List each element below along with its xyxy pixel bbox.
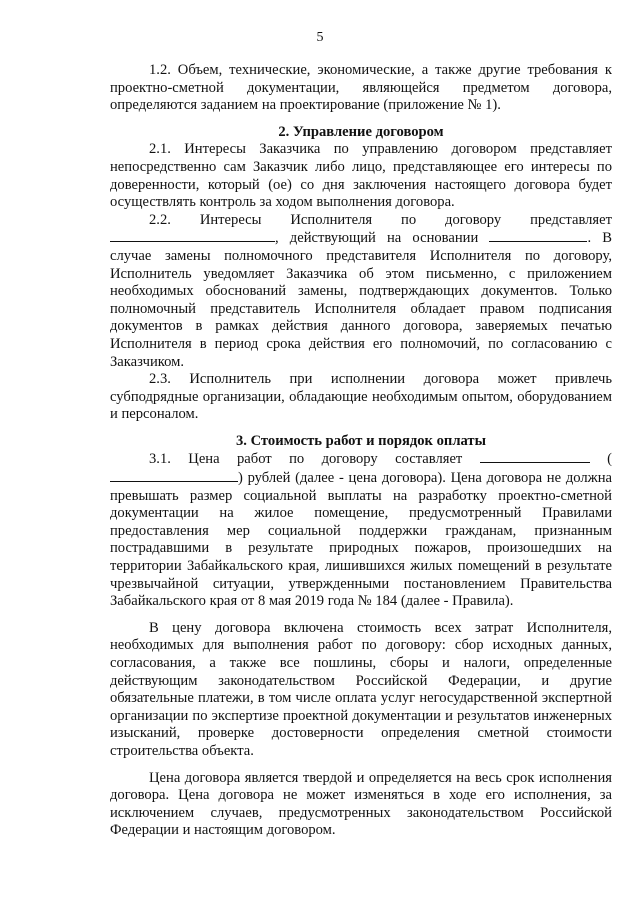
paragraph-2-2-part-b: , действующий на основании xyxy=(275,230,479,247)
document-body xyxy=(110,62,612,840)
representative-blank xyxy=(110,229,275,242)
paragraph-2-3: 2.3. Исполнитель при исполнении договора может привлечь субподрядные организации, обладающие необходимым опытом, оборудованием и персоналом. xyxy=(110,371,612,423)
paragraph-2-2-part-a: 2.2. Интересы Исполнителя по договору представляет xyxy=(149,211,612,228)
paragraph-fixed-price: Цена договора является твердой и определяется на весь срок исполнения договора. Цена договора не может изменяться в ходе его исполнения, за исключением случаев, предусмотренных законодательством Российской Федерации и настоящим договором. xyxy=(110,769,612,839)
paragraph-2-2 xyxy=(110,212,612,371)
paragraph-2-1: 2.1. Интересы Заказчика по управлению договором представляет непосредственно сам Заказчик либо лицо, представляющее его интересы по доверенности, который (ое) со дня заключения настоящего договора будет осуществлять контроль за ходом выполнения договора. xyxy=(110,141,612,211)
paragraph-3-1-part-b: ( xyxy=(607,451,612,468)
price-in-words-blank xyxy=(110,469,238,482)
paragraph-1-2: 1.2. Объем, технические, экономические, а также другие требования к проектно-сметной документации, являющейся предметом договора, определяются заданием на проектирование (приложение № 1). xyxy=(110,62,612,114)
page-number: 5 xyxy=(316,30,324,45)
paragraph-3-1-part-a: 3.1. Цена работ по договору составляет xyxy=(149,451,463,468)
basis-blank xyxy=(489,229,587,242)
section-3-heading: 3. Стоимость работ и порядок оплаты xyxy=(235,432,486,449)
price-blank xyxy=(480,450,590,463)
paragraph-costs: В цену договора включена стоимость всех затрат Исполнителя, необходимых для выполнения работ по договору: сбор исходных данных, согласования, а также все пошлины, сборы и налоги, определенные действующим законодательством Российской Федерации, и другие обязательные платежи, в том числе оплата услуг негосударственной экспертной организации по экспертизе проектной документации и результатов инженерных изысканий, проверке достоверности определения сметной стоимости строительства объекта. xyxy=(110,619,612,759)
section-2-heading: 2. Управление договором xyxy=(278,123,444,140)
paragraph-3-1-part-c: ) рублей (далее - цена договора). Цена договора не должна превышать размер социальной выплаты на разработку проектно-сметной документации на жилое помещение, предусмотренный Правилами предоставления мер социальной поддержки гражданам, признанным пострадавшими в результате природных пожаров, произошедших на территории Забайкальского края, лишившихся жилых помещений в результате чрезвычайной ситуации, утвержденными постановлением Правительства Забайкальского края от 8 мая 2019 года № 184 (далее - Правила). xyxy=(110,470,612,610)
paragraph-2-2-part-c: . В случае замены полномочного представителя Исполнителя по договору, Исполнитель уведомляет Заказчика об этом письменно, с приложением необходимых обоснований замены, подтверждающих документов. Только полномочный представитель Исполнителя обладает правом подписания документов в рамках действия данного договора, заверяемых печатью Исполнителя в период срока действия его полномочий, по согласованию с Заказчиком. xyxy=(110,230,613,370)
paragraph-3-1 xyxy=(110,450,612,610)
